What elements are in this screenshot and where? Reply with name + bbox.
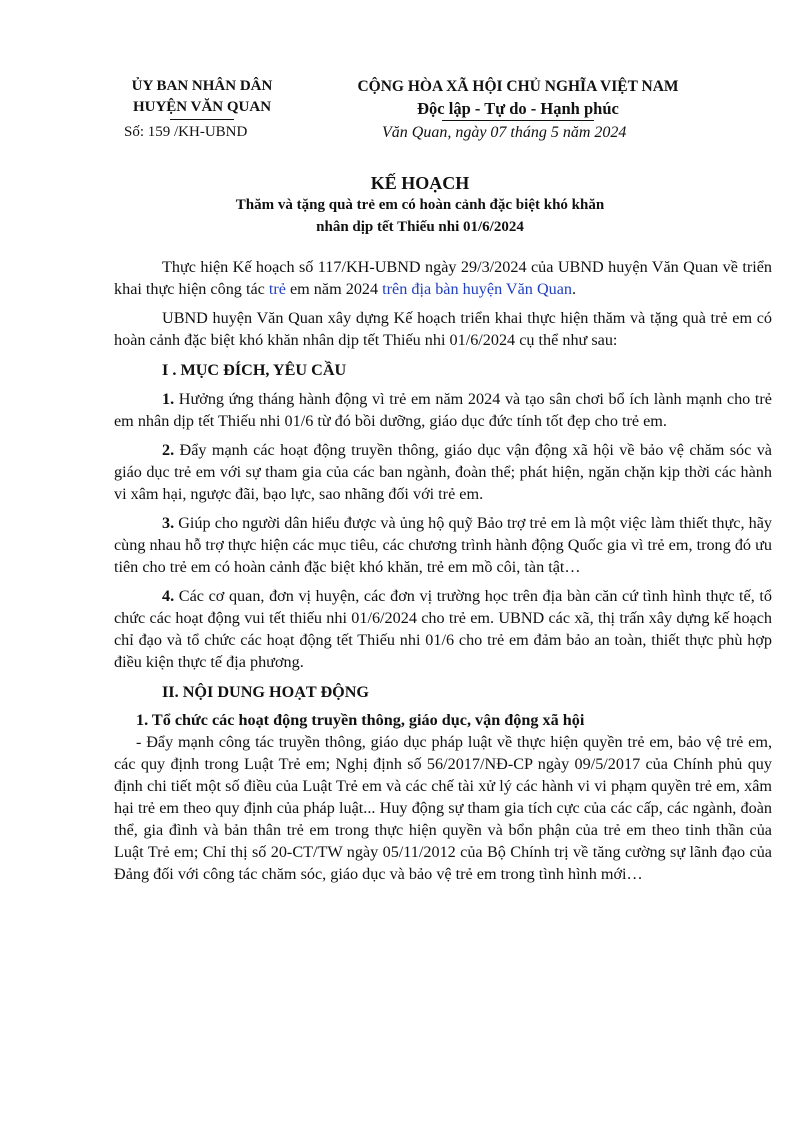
purpose-item-2: 2. Đẩy mạnh các hoạt động truyền thông, giáo dục vận động xã hội về bảo vệ chăm sóc và giáo dục trẻ em với sự tham gia của các ban ngành, đoàn thể; phát hiện, ngăn chặn kịp thời các hành vi xâm hại, ngược đãi, bạo lực, sao nhãng đối với trẻ em. bbox=[114, 441, 772, 503]
subsection-heading-1: 1. Tổ chức các hoạt động truyền thông, giáo dục, vận động xã hội bbox=[136, 711, 585, 729]
agency-line-2: HUYỆN VĂN QUAN bbox=[132, 99, 272, 115]
agency-line-1: ỦY BAN NHÂN DÂN bbox=[131, 78, 273, 94]
purpose-item-1: 1. Hưởng ứng tháng hành động vì trẻ em năm 2024 và tạo sân chơi bổ ích lành mạnh cho trẻ em nhân dịp tết Thiếu nhi 01/6 từ đó bồi dưỡng, giáo dục đức tính tốt đẹp cho trẻ em. bbox=[114, 390, 772, 430]
document-body bbox=[114, 256, 772, 885]
intro-paragraph-2: UBND huyện Văn Quan xây dựng Kế hoạch triển khai thực hiện thăm và tặng quà trẻ em có hoàn cảnh đặc biệt khó khăn nhân dịp tết Thiếu nhi 01/6/2024 cụ thể như sau: bbox=[114, 309, 772, 349]
doc-subtitle-1: Thăm và tặng quà trẻ em có hoàn cảnh đặc biệt khó khăn bbox=[235, 197, 605, 213]
section-heading-1: I . MỤC ĐÍCH, YÊU CẦU bbox=[162, 361, 347, 379]
motto-underline bbox=[442, 120, 594, 121]
purpose-item-3: 3. Giúp cho người dân hiểu được và ủng hộ quỹ Bảo trợ trẻ em là một việc làm thiết thực, hãy cùng nhau hỗ trợ thực hiện các mục tiêu, các chương trình hành động Quốc gia vì trẻ em, trong đó ưu tiên cho trẻ em có hoàn cảnh đặc biệt khó khăn, trẻ em mồ côi, tàn tật… bbox=[114, 514, 772, 576]
doc-type: KẾ HOẠCH bbox=[370, 173, 470, 193]
section-heading-2: II. NỘI DUNG HOẠT ĐỘNG bbox=[162, 683, 370, 701]
national-motto: Độc lập - Tự do - Hạnh phúc bbox=[417, 99, 619, 118]
purpose-item-4: 4. Các cơ quan, đơn vị huyện, các đơn vị trường học trên địa bàn căn cứ tình hình thực tế, tổ chức các hoạt động vui tết thiếu nhi 01/6/2024 cho trẻ em. UBND các xã, thị trấn xây dựng kế hoạch chỉ đạo và tổ chức các hoạt động tết Thiếu nhi 01/6 cho trẻ em đảm bảo an toàn, thiết thực phù hợp điều kiện thực tế địa phương. bbox=[114, 587, 772, 671]
intro-paragraph-1: Thực hiện Kế hoạch số 117/KH-UBND ngày 29/3/2024 của UBND huyện Văn Quan về triển khai thực hiện công tác trẻ em năm 2024 trên địa bàn huyện Văn Quan. bbox=[114, 258, 772, 298]
date-line: Văn Quan, ngày 07 tháng 5 năm 2024 bbox=[382, 124, 627, 141]
highlight-text: trẻ bbox=[268, 280, 286, 298]
subsection-paragraph-1: - Đẩy mạnh công tác truyền thông, giáo dục pháp luật về thực hiện quyền trẻ em, bảo vệ trẻ em, các quy định trong Luật Trẻ em; Nghị định số 56/2017/NĐ-CP ngày 09/5/2017 của Chính phủ quy định chi tiết một số điều của Luật Trẻ em và các chế tài xử lý các hành vi vi phạm quyền trẻ em, xâm hại trẻ em theo quy định của pháp luật... Huy động sự tham gia tích cực của các cấp, các ngành, đoàn thể, gia đình và bản thân trẻ em trong thực hiện quyền và bổn phận của trẻ em theo tinh thần của Luật Trẻ em; Chỉ thị số 20-CT/TW ngày 05/11/2012 của Bộ Chính trị về tăng cường sự lãnh đạo của Đảng đối với công tác chăm sóc, giáo dục và bảo vệ trẻ em trong tình hình mới… bbox=[114, 733, 772, 883]
agency-underline bbox=[170, 119, 234, 120]
document-number: Số: 159 /KH-UBND bbox=[124, 124, 248, 140]
national-title: CỘNG HÒA XÃ HỘI CHỦ NGHĨA VIỆT NAM bbox=[357, 78, 679, 95]
document-title bbox=[120, 172, 720, 238]
doc-subtitle-2: nhân dịp tết Thiếu nhi 01/6/2024 bbox=[316, 219, 524, 235]
national-header bbox=[322, 76, 714, 121]
issuing-agency bbox=[112, 76, 292, 120]
highlight-text: trên địa bàn huyện Văn Quan bbox=[382, 280, 573, 298]
